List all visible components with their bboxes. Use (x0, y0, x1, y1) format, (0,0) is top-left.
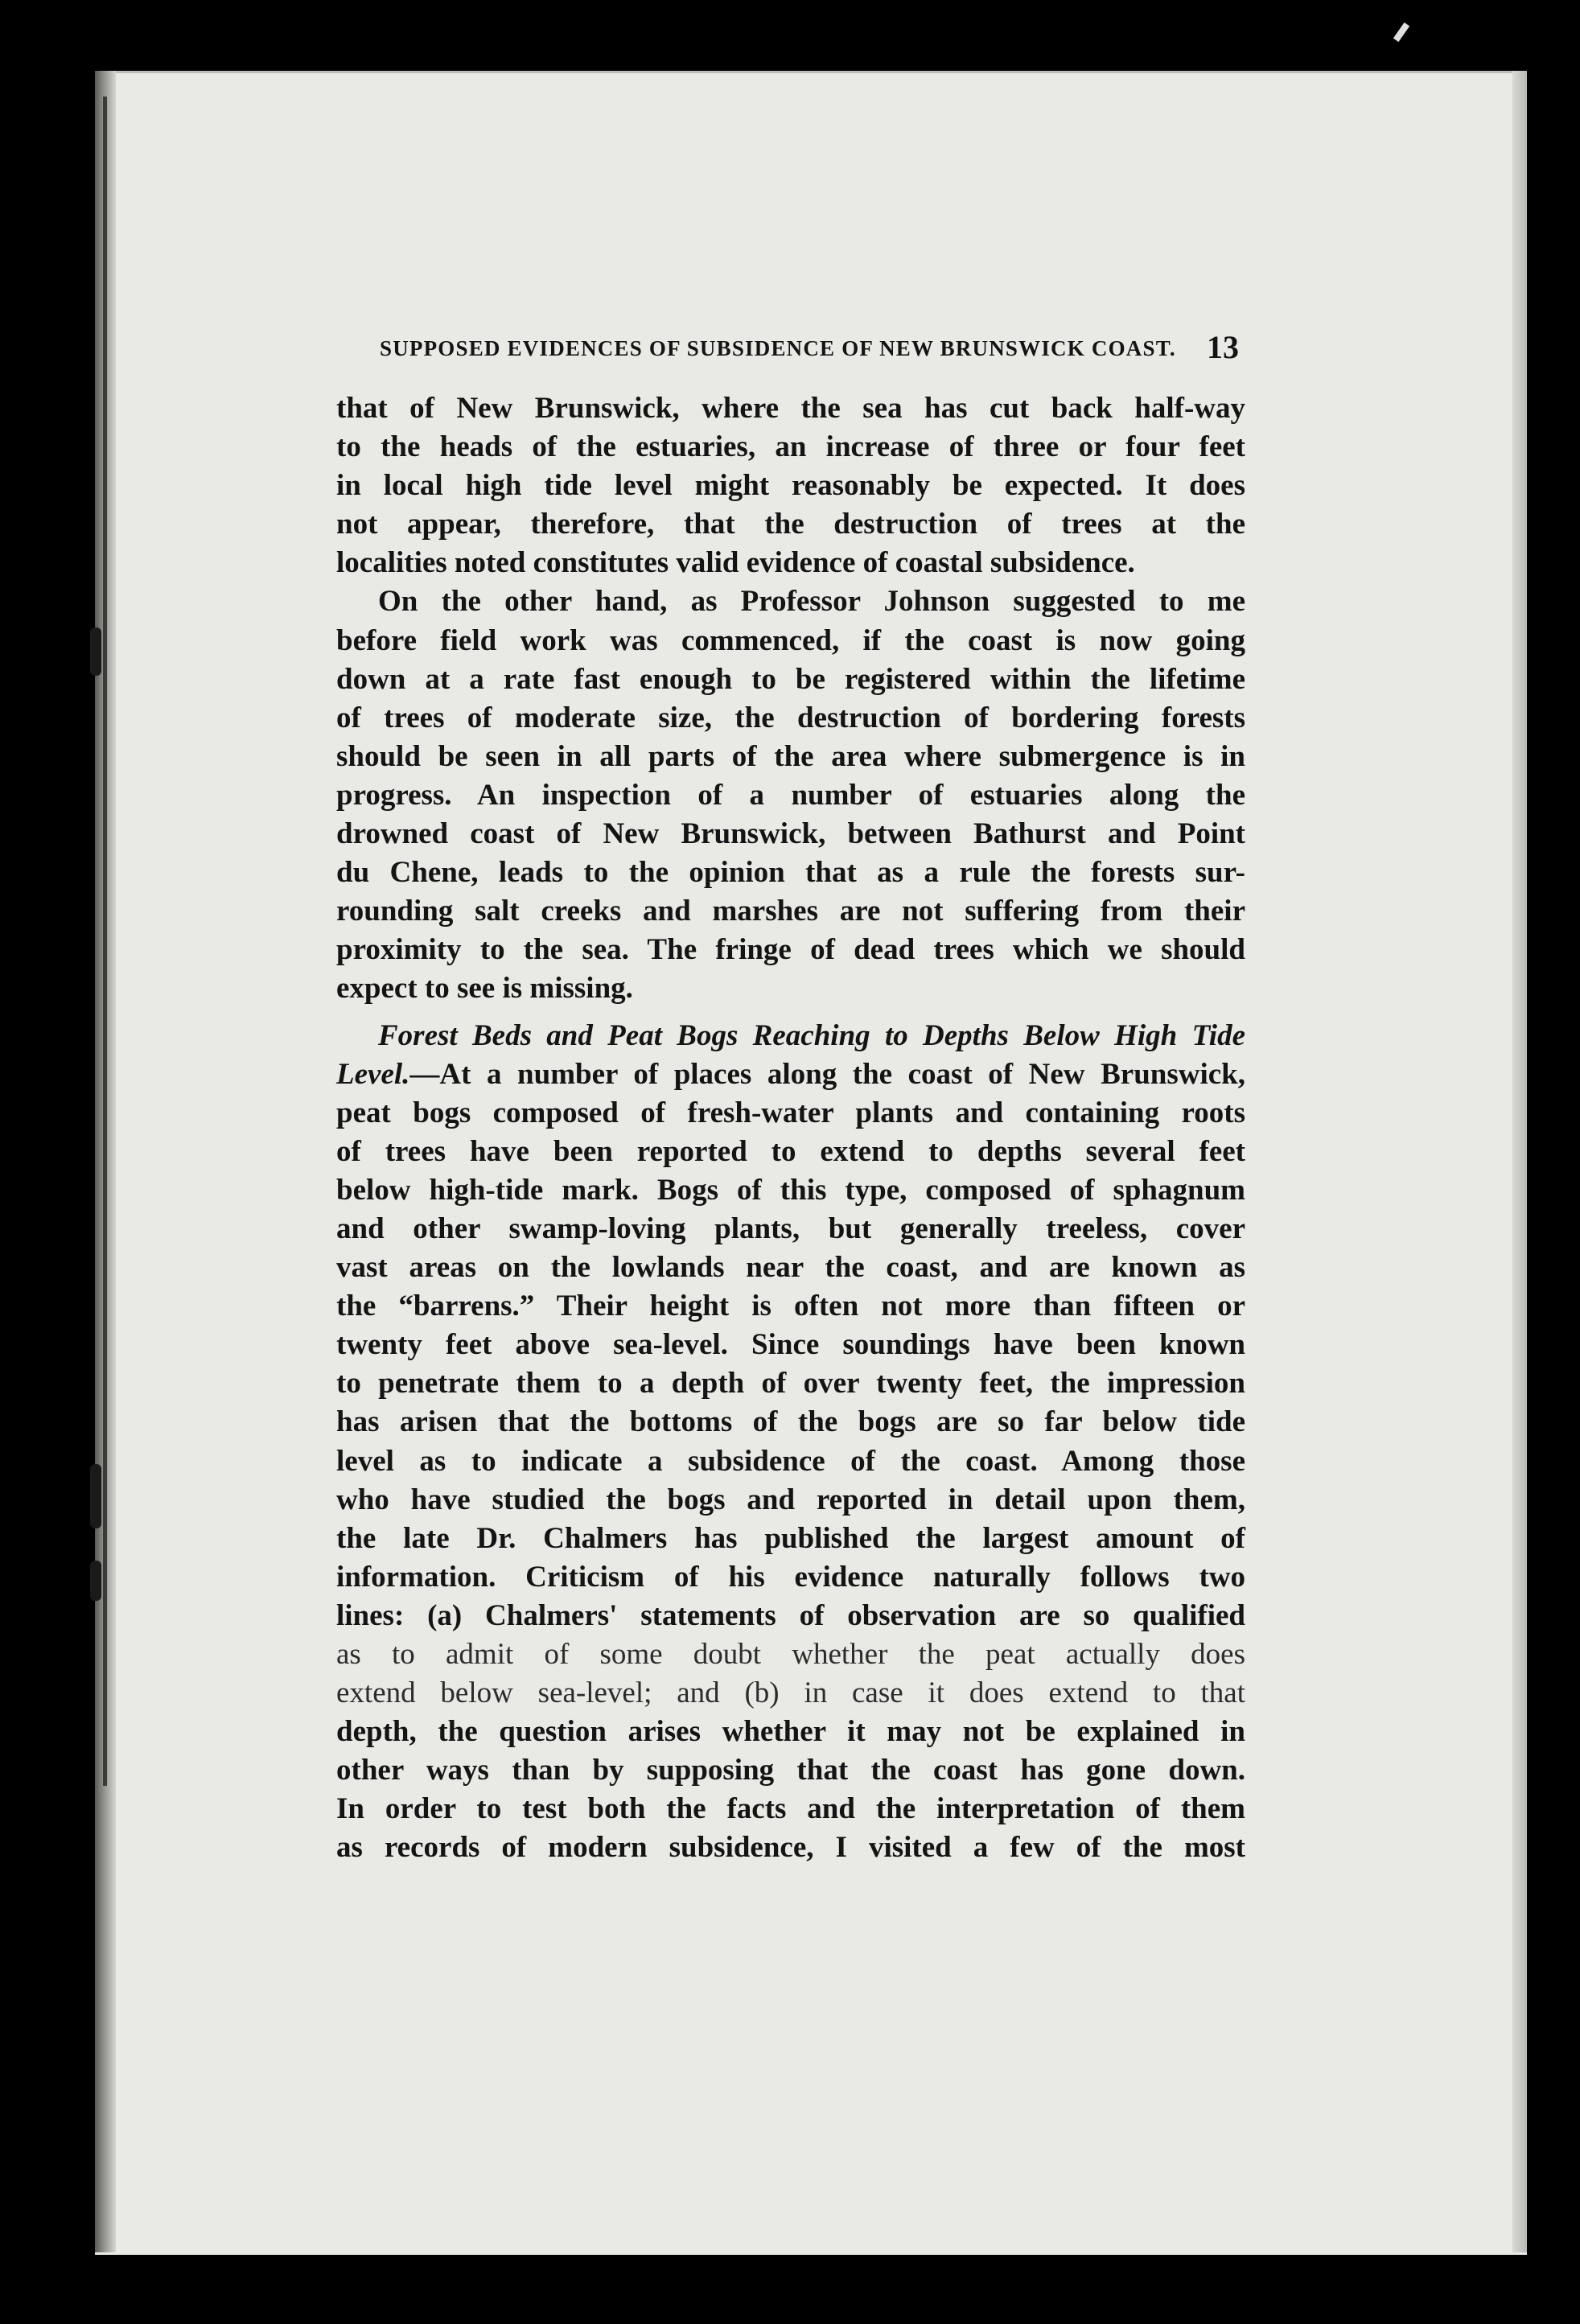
text-line: In order to test both the facts and the interpretation of them (336, 1792, 1245, 1826)
text-line: before field work was commenced, if the coast is now going (336, 623, 1245, 657)
scan-artifact-mark (1393, 23, 1409, 42)
text-line: of trees of moderate size, the destruction of bordering forests (336, 701, 1245, 734)
text-run: —At a number of places along the coast of New Brunswick, (409, 1057, 1245, 1091)
text-line: to penetrate them to a depth of over twenty feet, the impression (336, 1367, 1245, 1401)
text-line: below high-tide mark. Bogs of this type, composed of sphagnum (336, 1173, 1245, 1207)
running-head (375, 327, 1244, 367)
text-line: should be seen in all parts of the area where submergence is in (336, 739, 1245, 773)
page-edge (1512, 71, 1527, 2252)
text-line: information. Criticism of his evidence naturally follows two (336, 1560, 1245, 1594)
text-line: other ways than by supposing that the coast has gone down. (336, 1754, 1245, 1787)
text-line: the “barrens.” Their height is often not more than fifteen or (336, 1290, 1245, 1323)
text-line: who have studied the bogs and reported in detail upon them, (336, 1483, 1245, 1516)
binding-mark (90, 1561, 101, 1601)
section-heading-end: Level. (336, 1057, 410, 1091)
text-line: rounding salt creeks and marshes are not suffering from their (336, 895, 1245, 928)
text-line: proximity to the sea. The fringe of dead trees which we should (336, 933, 1245, 967)
binding-mark (90, 1464, 101, 1528)
text-line (336, 1055, 1245, 1094)
text-line: expect to see is missing. (336, 972, 633, 1006)
text-line: and other swamp-loving plants, but generally treeless, cover (336, 1211, 1245, 1245)
body-text (336, 389, 1245, 1868)
text-line: vast areas on the lowlands near the coast, and are known as (336, 1251, 1245, 1285)
section-heading: Forest Beds and Peat Bogs Reaching to Depths Below High Tide (378, 1018, 1245, 1052)
text-line: extend below sea-level; and (b) in case it does extend to that (336, 1676, 1245, 1710)
paragraph (336, 1017, 1245, 1868)
text-line: down at a rate fast enough to be registered within the lifetime (336, 662, 1245, 696)
running-head-title: SUPPOSED EVIDENCES OF SUBSIDENCE OF NEW BRUNSWICK COAST. (380, 336, 1176, 360)
text-line: drowned coast of New Brunswick, between Bathurst and Point (336, 817, 1245, 851)
text-line: to the heads of the estuaries, an increase of three or four feet (336, 430, 1245, 464)
binding-mark (90, 627, 101, 676)
paragraph (336, 389, 1245, 582)
text-line: progress. An inspection of a number of estuaries along the (336, 778, 1245, 812)
text-line: lines: (a) Chalmers' statements of observation are so qualified (336, 1598, 1245, 1632)
paragraph (336, 582, 1245, 1008)
text-line: twenty feet above sea-level. Since soundings have been known (336, 1328, 1245, 1362)
text-line: the late Dr. Chalmers has published the largest amount of (336, 1521, 1245, 1555)
text-line: On the other hand, as Professor Johnson suggested to me (378, 585, 1245, 619)
text-line: in local high tide level might reasonably be expected. It does (336, 469, 1245, 503)
text-line: has arisen that the bottoms of the bogs are so far below tide (336, 1405, 1245, 1439)
text-line: as records of modern subsidence, I visited a few of the most (336, 1831, 1245, 1865)
text-line: that of New Brunswick, where the sea has cut back half-way (336, 392, 1245, 425)
page-number: 13 (1207, 329, 1239, 365)
text-line: localities noted constitutes valid evidence of coastal subsidence. (336, 546, 1135, 580)
text-line: as to admit of some doubt whether the peat actually does (336, 1638, 1245, 1671)
text-line: level as to indicate a subsidence of the coast. Among those (336, 1444, 1245, 1478)
spine-binding-line (103, 97, 107, 1786)
text-line: peat bogs composed of fresh-water plants and containing roots (336, 1096, 1245, 1129)
text-line: depth, the question arises whether it may not be explained in (336, 1715, 1245, 1749)
text-line: of trees have been reported to extend to depths several feet (336, 1134, 1245, 1168)
text-line: du Chene, leads to the opinion that as a rule the forests sur- (336, 856, 1245, 890)
text-line: not appear, therefore, that the destruction of trees at the (336, 508, 1245, 541)
